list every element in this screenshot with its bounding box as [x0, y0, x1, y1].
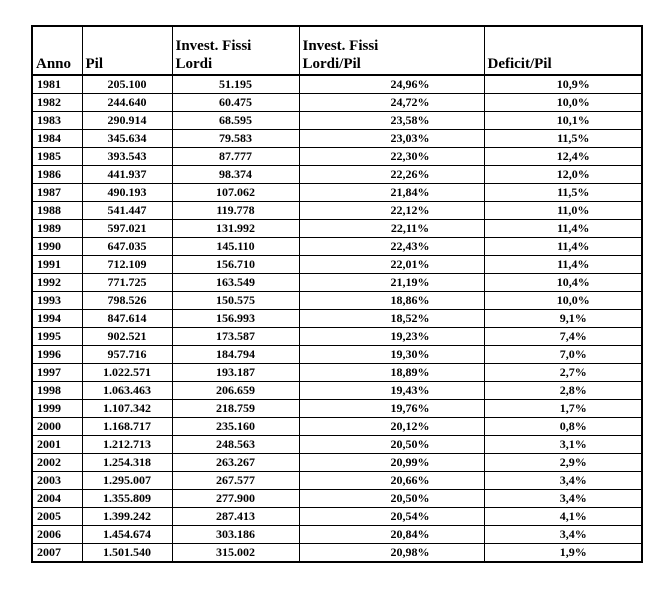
cell-pil: 1.399.242 [82, 508, 172, 526]
table-row [32, 220, 642, 238]
cell-invest: 277.900 [172, 490, 299, 508]
cell-anno: 2005 [32, 508, 82, 526]
cell-deficit: 9,1% [484, 310, 642, 328]
cell-invest: 51.195 [172, 75, 299, 94]
cell-deficit: 11,4% [484, 220, 642, 238]
cell-invest: 267.577 [172, 472, 299, 490]
cell-anno: 1993 [32, 292, 82, 310]
cell-anno: 1986 [32, 166, 82, 184]
table-row [32, 75, 642, 94]
cell-pil: 1.355.809 [82, 490, 172, 508]
cell-invest: 263.267 [172, 454, 299, 472]
cell-invest: 303.186 [172, 526, 299, 544]
cell-pil: 847.614 [82, 310, 172, 328]
header-invest-ratio: Invest. Fissi Lordi/Pil [299, 26, 484, 75]
cell-invest: 79.583 [172, 130, 299, 148]
cell-invest: 206.659 [172, 382, 299, 400]
cell-anno: 1992 [32, 274, 82, 292]
cell-invest-ratio: 20,99% [299, 454, 484, 472]
header-row [32, 26, 642, 75]
cell-deficit: 3,4% [484, 490, 642, 508]
cell-pil: 1.254.318 [82, 454, 172, 472]
table-row [32, 184, 642, 202]
cell-invest: 156.710 [172, 256, 299, 274]
cell-invest: 87.777 [172, 148, 299, 166]
cell-deficit: 3,4% [484, 526, 642, 544]
cell-invest-ratio: 23,03% [299, 130, 484, 148]
cell-pil: 1.107.342 [82, 400, 172, 418]
cell-invest-ratio: 21,19% [299, 274, 484, 292]
table-row [32, 112, 642, 130]
cell-invest: 184.794 [172, 346, 299, 364]
table-row [32, 382, 642, 400]
cell-pil: 957.716 [82, 346, 172, 364]
cell-anno: 1985 [32, 148, 82, 166]
cell-invest-ratio: 18,89% [299, 364, 484, 382]
cell-pil: 244.640 [82, 94, 172, 112]
table-row [32, 274, 642, 292]
table-row [32, 166, 642, 184]
cell-anno: 1995 [32, 328, 82, 346]
cell-invest-ratio: 21,84% [299, 184, 484, 202]
cell-anno: 1997 [32, 364, 82, 382]
cell-deficit: 11,5% [484, 130, 642, 148]
cell-deficit: 11,5% [484, 184, 642, 202]
cell-invest: 145.110 [172, 238, 299, 256]
cell-pil: 1.063.463 [82, 382, 172, 400]
cell-invest: 98.374 [172, 166, 299, 184]
cell-anno: 2003 [32, 472, 82, 490]
cell-pil: 290.914 [82, 112, 172, 130]
cell-deficit: 10,0% [484, 292, 642, 310]
header-pil: Pil [82, 26, 172, 75]
table-row [32, 454, 642, 472]
cell-invest-ratio: 20,12% [299, 418, 484, 436]
cell-pil: 1.454.674 [82, 526, 172, 544]
cell-invest: 119.778 [172, 202, 299, 220]
cell-pil: 712.109 [82, 256, 172, 274]
cell-pil: 1.212.713 [82, 436, 172, 454]
cell-anno: 2000 [32, 418, 82, 436]
cell-invest-ratio: 23,58% [299, 112, 484, 130]
table-row [32, 472, 642, 490]
table-row [32, 328, 642, 346]
cell-pil: 541.447 [82, 202, 172, 220]
cell-invest-ratio: 18,86% [299, 292, 484, 310]
cell-invest-ratio: 24,96% [299, 75, 484, 94]
data-table-container [31, 25, 641, 563]
table-row [32, 256, 642, 274]
table-row [32, 436, 642, 454]
cell-invest: 60.475 [172, 94, 299, 112]
cell-anno: 1983 [32, 112, 82, 130]
cell-pil: 345.634 [82, 130, 172, 148]
cell-invest-ratio: 19,23% [299, 328, 484, 346]
cell-anno: 1981 [32, 75, 82, 94]
cell-anno: 2006 [32, 526, 82, 544]
cell-pil: 771.725 [82, 274, 172, 292]
cell-pil: 1.168.717 [82, 418, 172, 436]
cell-invest: 218.759 [172, 400, 299, 418]
cell-deficit: 11,0% [484, 202, 642, 220]
cell-deficit: 12,0% [484, 166, 642, 184]
cell-anno: 1990 [32, 238, 82, 256]
cell-anno: 1989 [32, 220, 82, 238]
cell-invest-ratio: 19,30% [299, 346, 484, 364]
cell-deficit: 3,1% [484, 436, 642, 454]
cell-deficit: 2,8% [484, 382, 642, 400]
cell-pil: 902.521 [82, 328, 172, 346]
cell-invest-ratio: 20,50% [299, 436, 484, 454]
cell-deficit: 2,7% [484, 364, 642, 382]
cell-anno: 1994 [32, 310, 82, 328]
cell-invest: 287.413 [172, 508, 299, 526]
cell-anno: 2004 [32, 490, 82, 508]
cell-pil: 1.501.540 [82, 544, 172, 563]
cell-deficit: 2,9% [484, 454, 642, 472]
cell-deficit: 0,8% [484, 418, 642, 436]
cell-anno: 1982 [32, 94, 82, 112]
cell-anno: 1999 [32, 400, 82, 418]
cell-invest-ratio: 20,84% [299, 526, 484, 544]
cell-invest: 235.160 [172, 418, 299, 436]
cell-invest-ratio: 19,76% [299, 400, 484, 418]
cell-invest: 248.563 [172, 436, 299, 454]
cell-deficit: 10,4% [484, 274, 642, 292]
table-row [32, 508, 642, 526]
cell-deficit: 10,9% [484, 75, 642, 94]
cell-invest-ratio: 18,52% [299, 310, 484, 328]
cell-invest-ratio: 24,72% [299, 94, 484, 112]
cell-invest-ratio: 22,43% [299, 238, 484, 256]
table-row [32, 130, 642, 148]
cell-invest: 163.549 [172, 274, 299, 292]
table-row [32, 346, 642, 364]
cell-invest: 193.187 [172, 364, 299, 382]
cell-invest: 68.595 [172, 112, 299, 130]
cell-invest-ratio: 22,01% [299, 256, 484, 274]
table-row [32, 238, 642, 256]
table-row [32, 292, 642, 310]
header-deficit: Deficit/Pil [484, 26, 642, 75]
cell-deficit: 7,0% [484, 346, 642, 364]
cell-invest-ratio: 20,66% [299, 472, 484, 490]
cell-anno: 1988 [32, 202, 82, 220]
table-row [32, 94, 642, 112]
table-row [32, 418, 642, 436]
cell-anno: 1998 [32, 382, 82, 400]
cell-invest: 173.587 [172, 328, 299, 346]
header-anno: Anno [32, 26, 82, 75]
cell-deficit: 12,4% [484, 148, 642, 166]
cell-deficit: 4,1% [484, 508, 642, 526]
header-invest: Invest. Fissi Lordi [172, 26, 299, 75]
cell-invest-ratio: 20,50% [299, 490, 484, 508]
table-row [32, 544, 642, 563]
cell-anno: 1996 [32, 346, 82, 364]
cell-deficit: 1,7% [484, 400, 642, 418]
cell-anno: 2001 [32, 436, 82, 454]
cell-deficit: 11,4% [484, 238, 642, 256]
cell-invest-ratio: 22,11% [299, 220, 484, 238]
cell-invest: 150.575 [172, 292, 299, 310]
cell-deficit: 7,4% [484, 328, 642, 346]
table-row [32, 364, 642, 382]
cell-deficit: 1,9% [484, 544, 642, 563]
cell-pil: 393.543 [82, 148, 172, 166]
table-row [32, 148, 642, 166]
cell-deficit: 10,1% [484, 112, 642, 130]
cell-invest-ratio: 22,26% [299, 166, 484, 184]
cell-invest-ratio: 20,54% [299, 508, 484, 526]
cell-invest: 315.002 [172, 544, 299, 563]
cell-anno: 1991 [32, 256, 82, 274]
cell-deficit: 10,0% [484, 94, 642, 112]
cell-pil: 798.526 [82, 292, 172, 310]
cell-pil: 490.193 [82, 184, 172, 202]
cell-invest-ratio: 22,12% [299, 202, 484, 220]
cell-invest-ratio: 20,98% [299, 544, 484, 563]
cell-anno: 2002 [32, 454, 82, 472]
cell-invest-ratio: 22,30% [299, 148, 484, 166]
table-row [32, 202, 642, 220]
table-row [32, 310, 642, 328]
cell-deficit: 11,4% [484, 256, 642, 274]
cell-pil: 1.022.571 [82, 364, 172, 382]
cell-invest: 107.062 [172, 184, 299, 202]
cell-invest: 131.992 [172, 220, 299, 238]
table-body [32, 75, 642, 562]
table-row [32, 490, 642, 508]
cell-invest: 156.993 [172, 310, 299, 328]
table-row [32, 526, 642, 544]
table-header [32, 26, 642, 75]
cell-pil: 441.937 [82, 166, 172, 184]
cell-anno: 2007 [32, 544, 82, 563]
data-table [31, 25, 643, 563]
cell-pil: 1.295.007 [82, 472, 172, 490]
cell-pil: 647.035 [82, 238, 172, 256]
cell-pil: 597.021 [82, 220, 172, 238]
cell-deficit: 3,4% [484, 472, 642, 490]
cell-pil: 205.100 [82, 75, 172, 94]
cell-anno: 1987 [32, 184, 82, 202]
cell-anno: 1984 [32, 130, 82, 148]
table-row [32, 400, 642, 418]
cell-invest-ratio: 19,43% [299, 382, 484, 400]
